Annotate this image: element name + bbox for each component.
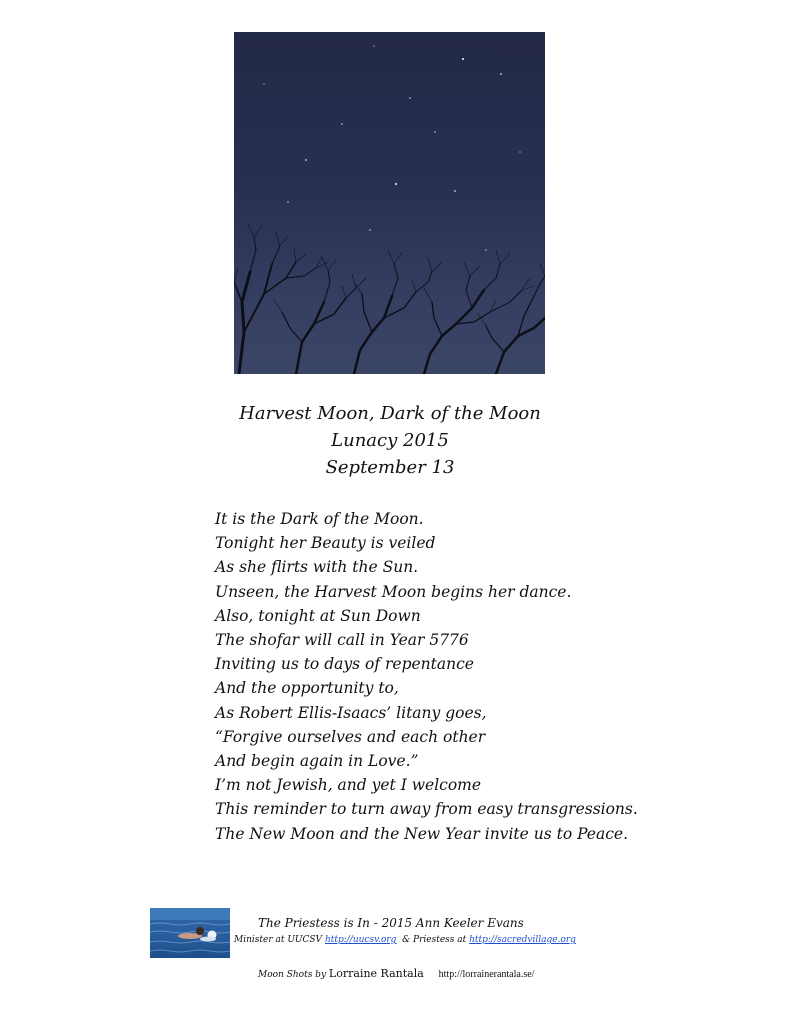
- sacredvillage-link[interactable]: http://sacredvillage.org: [469, 935, 576, 945]
- poem-line: As she flirts with the Sun.: [215, 558, 419, 577]
- poem-body: [215, 507, 638, 846]
- poem-line: As Robert Ellis-Isaacs’ litany goes,: [215, 703, 487, 722]
- poem-line: It is the Dark of the Moon.: [215, 510, 424, 528]
- footer-affiliations: [234, 934, 576, 947]
- poem-subtitle: Lunacy 2015: [331, 430, 449, 451]
- poem-line: This reminder to turn away from easy transgressions.: [215, 800, 638, 819]
- poem-line: Inviting us to days of repentance: [215, 655, 474, 674]
- photographer-name: Lorraine Rantala: [328, 967, 424, 980]
- tree-twigs: [234, 224, 545, 326]
- poem-line: “Forgive ourselves and each other: [215, 727, 486, 746]
- minister-label: Minister at UUCSV: [234, 935, 323, 945]
- night-sky-photo: [234, 32, 545, 374]
- poem-line: I’m not Jewish, and yet I welcome: [215, 776, 482, 795]
- poem-line: And begin again in Love.”: [215, 752, 419, 771]
- uucsv-link[interactable]: http://uucsv.org: [324, 935, 397, 945]
- photographer-url: http://lorrainerantala.se/: [438, 969, 535, 980]
- poem-date: September 13: [325, 457, 455, 478]
- poem-title-block: [210, 400, 570, 481]
- poem-title: Harvest Moon, Dark of the Moon: [239, 403, 541, 424]
- swimmer-photo: [150, 908, 230, 958]
- swimmer-illustration: [150, 908, 230, 958]
- poem-line: Unseen, the Harvest Moon begins her dance.: [215, 582, 572, 601]
- poem-line: Also, tonight at Sun Down: [215, 606, 421, 625]
- poem-line: The New Moon and the New Year invite us to Peace.: [215, 824, 629, 843]
- poem-line: Tonight her Beauty is veiled: [215, 534, 436, 553]
- photo-credit: [258, 967, 534, 982]
- stars: [263, 45, 520, 250]
- poem-line: And the opportunity to,: [215, 679, 399, 698]
- poem-line: The shofar will call in Year 5776: [215, 631, 469, 650]
- moon-shots-label: Moon Shots by: [258, 970, 327, 980]
- priestess-label: & Priestess at: [402, 935, 467, 945]
- night-sky-illustration: [234, 32, 545, 374]
- footer-credit: The Priestess is In - 2015 Ann Keeler Evans: [258, 916, 524, 930]
